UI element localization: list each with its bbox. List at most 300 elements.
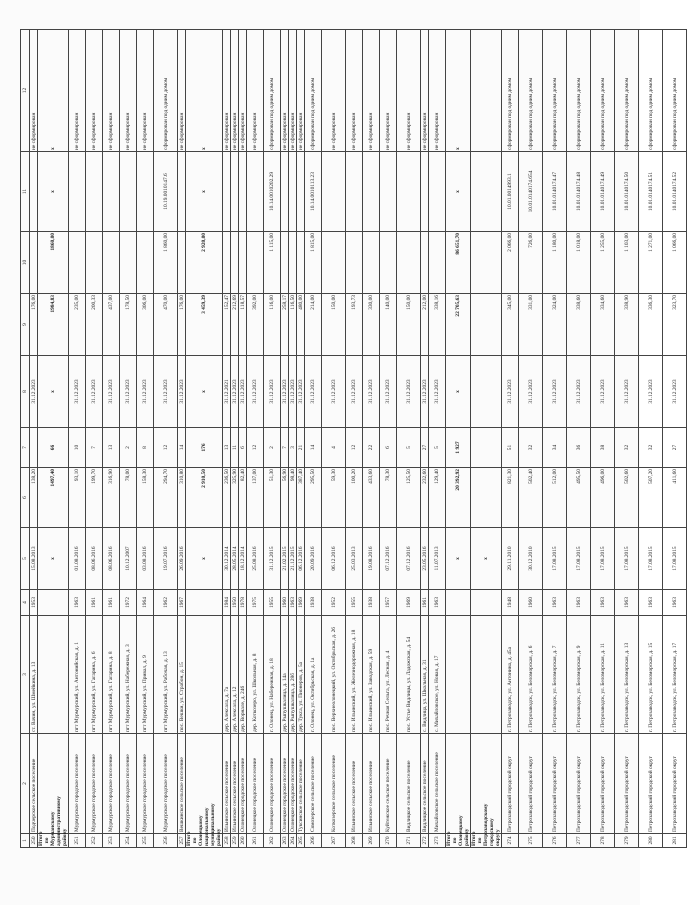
table-cell: пос. Ильинский, ул. Железнодорожная, д. 18 — [346, 616, 363, 734]
table-cell: 7 — [281, 428, 289, 468]
column-number: 4 — [21, 590, 30, 616]
table-cell: 178,50 — [120, 294, 137, 356]
table-cell: 31.12.2023 — [421, 356, 429, 428]
table-cell: 1963 — [289, 590, 297, 616]
table-cell — [363, 232, 380, 294]
table-cell: 19.08.2016 — [363, 528, 380, 590]
table-cell: г. Петрозаводск, ул. Беломорская, д. 6 — [519, 616, 543, 734]
table-cell: Петрозаводский городской округ — [543, 734, 567, 834]
table-cell: 2 — [120, 428, 137, 468]
table-cell: 1961 — [421, 590, 429, 616]
table-cell: 263 — [281, 834, 289, 848]
table-row — [346, 30, 363, 848]
table-cell: Ильинское сельское поселение — [346, 734, 363, 834]
table-cell: 118,57 — [239, 294, 247, 356]
table-cell: 17.08.2015 — [615, 528, 639, 590]
table-cell: 125,50 — [397, 468, 421, 528]
table-cell: Итого по Петрозаводскому городскому округу — [471, 803, 501, 846]
table-cell: 31.12.2023 — [69, 356, 86, 428]
table-cell: 271 — [397, 834, 421, 848]
table-cell: 51 — [502, 428, 519, 468]
table-row — [289, 30, 297, 848]
table-cell: 78,30 — [380, 468, 397, 528]
table-cell: сформирован под одним домом — [663, 30, 687, 152]
table-cell — [186, 590, 223, 616]
table-row — [137, 30, 154, 848]
table-cell: 330,00 — [363, 294, 380, 356]
table-cell: х — [186, 356, 223, 428]
table-cell: не сформирован — [239, 30, 247, 152]
table-cell: 1955 — [264, 590, 281, 616]
table-cell: 10.12.2007 — [120, 528, 137, 590]
table-cell: пгт Мурмурский, ул. Привал, д. 9 — [137, 616, 154, 734]
table-cell — [103, 152, 120, 232]
table-cell: пос. Ильинский, ул. Заводская, д. 59 — [363, 616, 380, 734]
table-cell: 273 — [429, 834, 446, 848]
table-cell: х — [186, 528, 223, 590]
table-cell: не сформирован — [297, 30, 305, 152]
table-cell: 10.01.0140174.47 — [543, 152, 567, 232]
table-cell: 1961 — [103, 590, 120, 616]
table-cell: с. Видлица, ул. Школьная, д. 31 — [421, 616, 429, 734]
table-cell: 236,50 — [223, 468, 231, 528]
table-cell: 10.01.0140174.654 — [519, 152, 543, 232]
table-cell: 12 — [346, 428, 363, 468]
table-cell: не сформирован — [178, 30, 186, 152]
table-cell: 137,00 — [247, 468, 264, 528]
column-number: 7 — [21, 428, 30, 468]
table-cell: сформирован под одним домом — [502, 30, 519, 152]
table-cell: 17.08.2015 — [543, 528, 567, 590]
table-cell: х — [446, 528, 471, 590]
table-cell: 1938 — [305, 590, 322, 616]
table-cell — [471, 590, 502, 616]
table-cell: х — [38, 356, 69, 428]
table-cell: 27 — [663, 428, 687, 468]
table-cell: 34 — [543, 428, 567, 468]
table-cell: пос. Устье Видлицы, ул. Ладожская, д. 54 — [397, 616, 421, 734]
table-cell: 31.12.2023 — [297, 356, 305, 428]
table-cell: Мурмурское городское поселение — [69, 734, 86, 834]
table-cell — [446, 616, 471, 734]
table-cell: 265 — [297, 834, 305, 848]
table-cell: 199,70 — [86, 468, 103, 528]
table-cell: Петрозаводский городской округ — [519, 734, 543, 834]
table-cell: 232,60 — [421, 468, 429, 528]
table-cell: 11.07.2013 — [429, 528, 446, 590]
table-cell: Олонецкое городское поселение — [264, 734, 281, 834]
table-cell: 21.12.2015 — [289, 528, 297, 590]
table-cell: 31.12.2023 — [615, 356, 639, 428]
table-cell: не сформирован — [363, 30, 380, 152]
table-cell: 310,80 — [178, 468, 186, 528]
table-cell: 1969 — [397, 590, 421, 616]
table-cell: 1963 — [429, 590, 446, 616]
table-cell — [471, 152, 502, 232]
table-cell: 821,30 — [502, 468, 519, 528]
table-cell: 176,00 — [30, 294, 38, 356]
table-cell: 32 — [615, 428, 639, 468]
table-cell: 258,17 — [281, 294, 289, 356]
table-cell: не сформирован — [322, 30, 346, 152]
table-cell: 32 — [519, 428, 543, 468]
table-cell — [471, 356, 502, 428]
table-cell: не сформирован — [69, 30, 86, 152]
table-cell: 1 927 — [446, 428, 471, 468]
table-cell: 1969 — [297, 590, 305, 616]
table-cell — [69, 152, 86, 232]
table-cell: не сформирован — [120, 30, 137, 152]
table-cell: 18.12.2014 — [239, 528, 247, 590]
table-cell: 1960 — [519, 590, 543, 616]
column-number: 10 — [21, 232, 30, 294]
table-cell: 3 — [289, 428, 297, 468]
table-row — [247, 30, 264, 848]
table-cell: дер. Алексала, д. 12 — [231, 616, 239, 734]
column-number: 12 — [21, 30, 30, 152]
table-cell: не сформирован — [30, 30, 38, 152]
table-cell: не сформирован — [429, 30, 446, 152]
table-row — [69, 30, 86, 848]
table-cell: 1497,40 — [38, 468, 69, 528]
column-number: 3 — [21, 616, 30, 734]
table-cell — [471, 294, 502, 356]
table-cell: 14 — [178, 428, 186, 468]
table-cell: 1972 — [120, 590, 137, 616]
table-cell: Петрозаводский городской округ — [567, 734, 591, 834]
table-cell: 316,90 — [103, 468, 120, 528]
table-cell: 1950 — [231, 590, 239, 616]
table-cell: Михайловское сельское поселение — [429, 734, 446, 834]
table-cell: 158,30 — [137, 468, 154, 528]
table-cell: 235,00 — [69, 294, 86, 356]
table-cell: 726,00 — [519, 232, 543, 294]
table-cell: Ильинское сельское поселение — [223, 734, 231, 834]
table-cell: 260 — [239, 834, 247, 848]
table-cell: 31.12.2023 — [86, 356, 103, 428]
table-cell — [421, 152, 429, 232]
table-cell: 31.12.2023 — [519, 356, 543, 428]
table-cell: 261 — [247, 834, 264, 848]
table-row — [397, 30, 421, 848]
table-cell: х — [186, 30, 223, 152]
table-cell: 78,00 — [120, 468, 137, 528]
table-row — [519, 30, 543, 848]
table-cell: 31.12.2023 — [289, 356, 297, 428]
table-cell: 437,00 — [103, 294, 120, 356]
table-cell: Коткозерское сельское поселение — [322, 734, 346, 834]
table-cell: дер. Рыпушкалица, д. 28б — [289, 616, 297, 734]
table-cell: 20 392,92 — [446, 468, 471, 528]
table-cell: 267 — [322, 834, 346, 848]
table-cell — [247, 152, 264, 232]
table-cell — [380, 232, 397, 294]
table-cell: 1957 — [380, 590, 397, 616]
table-cell: 17.08.2015 — [639, 528, 663, 590]
table-cell: 1963 — [663, 590, 687, 616]
table-row — [663, 30, 687, 848]
table-row — [120, 30, 137, 848]
table-cell: не сформирован — [137, 30, 154, 152]
table-cell: 270 — [380, 834, 397, 848]
table-cell: дер. Рыпушкалица, д. 14а — [281, 616, 289, 734]
table-cell: не сформирован — [421, 30, 429, 152]
table-cell: 254 — [120, 834, 137, 848]
table-cell: 36 — [567, 428, 591, 468]
table-cell: 411,60 — [663, 468, 687, 528]
table-cell: 82,40 — [239, 468, 247, 528]
table-cell: 1948 — [502, 590, 519, 616]
table-cell: не сформирован — [380, 30, 397, 152]
table-cell — [178, 152, 186, 232]
table-cell: 30.12.2014 — [223, 528, 231, 590]
table-cell: не сформирован — [103, 30, 120, 152]
table-cell: Олонецкое городское поселение — [289, 734, 297, 834]
table-cell: 1963 — [567, 590, 591, 616]
table-cell: 1963 — [591, 590, 615, 616]
table-cell: с. Михайловское, ул. Новая, д. 17 — [429, 616, 446, 734]
table-cell: 10 — [69, 428, 86, 468]
table-cell: Мурмурское городское поселение — [86, 734, 103, 834]
table-cell: х — [446, 30, 471, 152]
table-cell: 152,47 — [223, 294, 231, 356]
subtotal-row — [471, 30, 502, 848]
table-cell: 31.12.2023 — [305, 356, 322, 428]
table-cell: 512,00 — [543, 468, 567, 528]
table-cell: 176 — [186, 428, 223, 468]
table-cell: 262 — [264, 834, 281, 848]
table-cell: 295,50 — [305, 468, 322, 528]
table-cell: 200,33 — [86, 294, 103, 356]
table-cell: 26.09.2016 — [178, 528, 186, 590]
table-cell: не сформирован — [289, 30, 297, 152]
table-row — [178, 30, 186, 848]
table-cell — [120, 152, 137, 232]
table-cell: 2 — [264, 428, 281, 468]
table-cell — [297, 152, 305, 232]
table-cell — [239, 232, 247, 294]
table-cell: 5 — [429, 428, 446, 468]
table-cell: 257 — [178, 834, 186, 848]
table-cell: 193,73 — [346, 294, 363, 356]
table-cell: 31.12.2023 — [543, 356, 567, 428]
table-cell: 20.09.2016 — [305, 528, 322, 590]
table-cell: 2 920,00 — [186, 232, 223, 294]
table-cell: х — [38, 152, 69, 232]
table-cell: 10.01.0014993.1 — [502, 152, 519, 232]
table-row — [502, 30, 519, 848]
table-cell: пгт Мурмурский, ул. Гагарина, д. 6 — [86, 616, 103, 734]
table-cell — [397, 232, 421, 294]
subtotal-row — [186, 30, 223, 848]
table-cell — [231, 152, 239, 232]
table-cell: Итого по Олонецкому району — [446, 815, 470, 846]
table-cell: Олонецкое городское поселение — [239, 734, 247, 834]
table-cell: 278 — [591, 834, 615, 848]
table-cell — [380, 152, 397, 232]
table-cell — [178, 232, 186, 294]
table-cell: 8 — [137, 428, 154, 468]
table-cell — [137, 152, 154, 232]
table-cell: 252 — [86, 834, 103, 848]
rotated-table-container — [20, 30, 678, 848]
table-cell — [471, 30, 502, 152]
table-cell: 66 — [38, 428, 69, 468]
table-cell: 1955 — [346, 590, 363, 616]
table-cell: 1 860,00 — [154, 232, 178, 294]
table-row — [591, 30, 615, 848]
table-cell: 03.08.2016 — [137, 528, 154, 590]
table-cell: 15.08.2013 — [30, 528, 38, 590]
table-cell — [471, 616, 502, 734]
table-cell — [38, 590, 69, 616]
table-cell: 31.12.2023 — [103, 356, 120, 428]
table-cell: х — [446, 152, 471, 232]
table-cell: сформирован под одним домом — [154, 30, 178, 152]
table-cell: 25.03.2013 — [346, 528, 363, 590]
table-cell: 502,40 — [519, 468, 543, 528]
table-cell: г. Петрозаводск, ул. Беломорская, д. 9 — [567, 616, 591, 734]
table-cell — [223, 152, 231, 232]
table-cell: 392,00 — [247, 294, 264, 356]
table-cell: 1978 — [239, 590, 247, 616]
table-cell — [103, 232, 120, 294]
table-cell: 31.12.2023 — [380, 356, 397, 428]
table-cell: Петрозаводский городской округ — [639, 734, 663, 834]
table-cell: 30.12.2010 — [519, 528, 543, 590]
column-number: 1 — [21, 834, 30, 848]
table-cell: Олонецкое городское поселение — [281, 734, 289, 834]
table-cell: Ильинское сельское поселение — [363, 734, 380, 834]
table-cell: 29.11.2010 — [502, 528, 519, 590]
table-cell: дер. Тукса, ул. Пионеров, д. 5а — [297, 616, 305, 734]
table-cell: 32 — [639, 428, 663, 468]
table-cell: 338,90 — [615, 294, 639, 356]
table-cell: 4 — [322, 428, 346, 468]
table-cell: 1967 — [178, 590, 186, 616]
table-cell: 17.08.2015 — [591, 528, 615, 590]
table-cell — [397, 152, 421, 232]
table-cell: Куйтежское сельское поселение — [380, 734, 397, 834]
column-number: 2 — [21, 734, 30, 834]
table-cell — [38, 616, 69, 734]
table-cell: не сформирован — [281, 30, 289, 152]
table-cell: 07.12.2016 — [397, 528, 421, 590]
table-cell: 433,60 — [363, 468, 380, 528]
table-cell: 10.14.0010202.29 — [264, 152, 281, 232]
table-cell: Петрозаводский городской округ — [591, 734, 615, 834]
table-cell: 93,10 — [69, 468, 86, 528]
table-cell: Вешкинское сельское поселение — [178, 734, 186, 834]
table-row — [543, 30, 567, 848]
table-cell: 06.12.2016 — [297, 528, 305, 590]
table-cell: пос. Вешки, ул. Страбон, д. 15 — [178, 616, 186, 734]
table-cell: не сформирован — [247, 30, 264, 152]
table-cell: дер. Коткозеро, ул. Школьная, д. 8 — [247, 616, 264, 734]
table-cell: 1 103,00 — [615, 232, 639, 294]
table-cell: Сямозерское сельское поселение — [305, 734, 322, 834]
table-cell: 31.12.2023 — [429, 356, 446, 428]
table-cell: 10.14.0010113.23 — [305, 152, 322, 232]
table-cell: 116,00 — [264, 294, 281, 356]
table-cell: 2 066,00 — [502, 232, 519, 294]
table-cell: 98,40 — [289, 468, 297, 528]
table-row — [615, 30, 639, 848]
table-cell: Петрозаводский городской округ — [502, 734, 519, 834]
table-cell: 306,00 — [137, 294, 154, 356]
table-cell: 502,60 — [615, 468, 639, 528]
table-cell: 1963 — [69, 590, 86, 616]
table-cell: 294,70 — [154, 468, 178, 528]
table-cell: 17.08.2015 — [567, 528, 591, 590]
table-cell: 150,00 — [322, 294, 346, 356]
table-cell: 31.12.2023 — [502, 356, 519, 428]
table-cell: 258 — [223, 834, 231, 848]
table-cell: 1961 — [86, 590, 103, 616]
housing-register-table — [20, 29, 687, 848]
table-cell: 212,00 — [421, 294, 429, 356]
table-cell: 250 — [30, 834, 38, 848]
table-cell: не сформирован — [86, 30, 103, 152]
table-row — [421, 30, 429, 848]
table-cell: 3 459,39 — [186, 294, 223, 356]
table-cell: 31.12.2023 — [397, 356, 421, 428]
table-cell: 38 — [591, 428, 615, 468]
table-cell: 31.12.2023 — [663, 356, 687, 428]
table-cell: 21.02.2015 — [281, 528, 289, 590]
table-cell: 31.12.2023 — [346, 356, 363, 428]
table-cell — [289, 152, 297, 232]
table-cell: 272 — [421, 834, 429, 848]
table-cell: 274 — [502, 834, 519, 848]
table-cell: 01.08.2016 — [69, 528, 86, 590]
table-cell: не сформирован — [346, 30, 363, 152]
table-cell — [289, 232, 297, 294]
table-cell — [346, 152, 363, 232]
table-cell: 480,00 — [297, 294, 305, 356]
table-cell: 1984 — [223, 590, 231, 616]
table-row — [154, 30, 178, 848]
table-cell: 2 910,50 — [186, 468, 223, 528]
table-cell: 279 — [615, 834, 639, 848]
table-row — [305, 30, 322, 848]
table-cell: 251 — [69, 834, 86, 848]
table-cell: х — [471, 528, 502, 590]
table-cell: г. Петрозаводск, ул. Беломорская, д. 17 — [663, 616, 687, 734]
table-cell: дер. Ворнале, д. 246 — [239, 616, 247, 734]
table-cell: 507,20 — [639, 468, 663, 528]
table-cell — [186, 616, 223, 734]
table-cell — [281, 232, 289, 294]
table-cell: 1 018,00 — [567, 232, 591, 294]
table-cell: 31.12.2023 — [30, 356, 38, 428]
table-cell: 25.08.2016 — [247, 528, 264, 590]
table-cell: 08.06.2016 — [103, 528, 120, 590]
table-cell: 22 — [363, 428, 380, 468]
table-cell: 281 — [663, 834, 687, 848]
table-cell: сформирован под одним домом — [264, 30, 281, 152]
table-cell: 331,00 — [519, 294, 543, 356]
column-number: 9 — [21, 294, 30, 356]
table-cell: пгт Мурмурский, ул. Гагарина, д. 8 — [103, 616, 120, 734]
table-cell — [471, 428, 502, 468]
table-cell: 176,00 — [178, 294, 186, 356]
table-cell: сформирован под одним домом — [567, 30, 591, 152]
table-row — [429, 30, 446, 848]
table-cell: 276 — [543, 834, 567, 848]
table-cell: сформирован под одним домом — [639, 30, 663, 152]
table-cell: Туксинское сельское поселение — [297, 734, 305, 834]
